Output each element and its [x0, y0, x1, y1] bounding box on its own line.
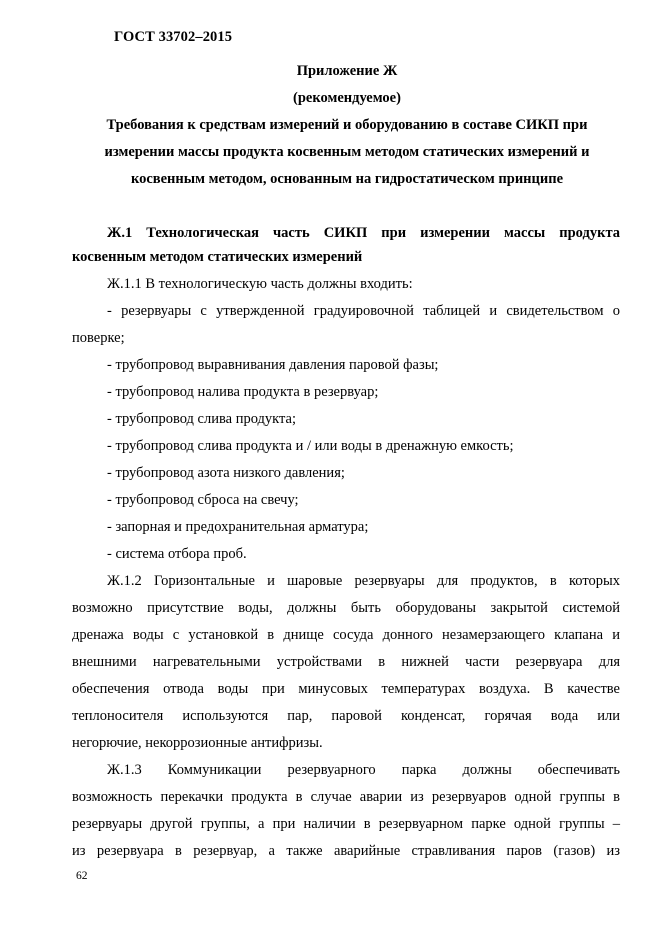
document-header: ГОСТ 33702–2015: [114, 29, 233, 45]
paragraph-3-line: возможность перекачки продукта в случае аварии из резервуаров одной группы в: [72, 789, 620, 805]
list-item-continuation: поверке;: [72, 330, 125, 346]
list-item: - трубопровод слива продукта;: [107, 411, 297, 427]
paragraph-2-line: дренажа воды с установкой в днище сосуда донного незамерзающего клапана и: [72, 627, 620, 643]
list-item: - трубопровод слива продукта и / или воды в дренажную емкость;: [107, 438, 514, 454]
appendix-heading-line-1: Требования к средствам измерений и оборудованию в составе СИКП при: [106, 117, 588, 133]
page-number: 62: [76, 870, 88, 882]
paragraph-2-line: негорючие, некоррозионные антифризы.: [72, 735, 323, 751]
paragraph-3-line: Ж.1.3 Коммуникации резервуарного парка должны обеспечивать: [107, 762, 620, 778]
appendix-title: Приложение Ж: [296, 63, 398, 79]
paragraph-2-line: Ж.1.2 Горизонтальные и шаровые резервуары для продуктов, в которых: [107, 573, 620, 589]
paragraph-2-line: внешними нагревательными устройствами в нижней части резервуара для: [72, 654, 620, 670]
appendix-status: (рекомендуемое): [293, 90, 401, 106]
list-item: - трубопровод азота низкого давления;: [107, 465, 345, 481]
list-item: - запорная и предохранительная арматура;: [107, 519, 369, 535]
list-item: - трубопровод выравнивания давления паровой фазы;: [107, 357, 439, 373]
paragraph-3-line: резервуары другой группы, а при наличии в резервуарном парке одной группы –: [72, 816, 620, 832]
list-item: - система отбора проб.: [107, 546, 247, 562]
section-heading-line-1: Ж.1 Технологическая часть СИКП при измерении массы продукта: [107, 225, 620, 241]
appendix-heading-line-3: косвенным методом, основанным на гидростатическом принципе: [130, 171, 564, 187]
paragraph-2-line: обеспечения отвода воды при минусовых температурах воздуха. В качестве: [72, 681, 620, 697]
appendix-heading-line-2: измерении массы продукта косвенным методом статических измерений и: [104, 144, 590, 160]
paragraph-2-line: теплоносителя используются пар, паровой конденсат, горячая вода или: [72, 708, 620, 724]
list-item: - трубопровод налива продукта в резервуар;: [107, 384, 379, 400]
list-item: - резервуары с утвержденной градуировочной таблицей и свидетельством о: [107, 303, 620, 319]
paragraph-3-line: из резервуара в резервуар, а также аварийные стравливания паров (газов) из: [72, 843, 620, 859]
list-item: - трубопровод сброса на свечу;: [107, 492, 299, 508]
section-heading-line-2: косвенным методом статических измерений: [72, 249, 363, 265]
paragraph-intro: Ж.1.1 В технологическую часть должны входить:: [107, 276, 413, 292]
paragraph-2-line: возможно присутствие воды, должны быть оборудованы закрытой системой: [72, 600, 620, 616]
